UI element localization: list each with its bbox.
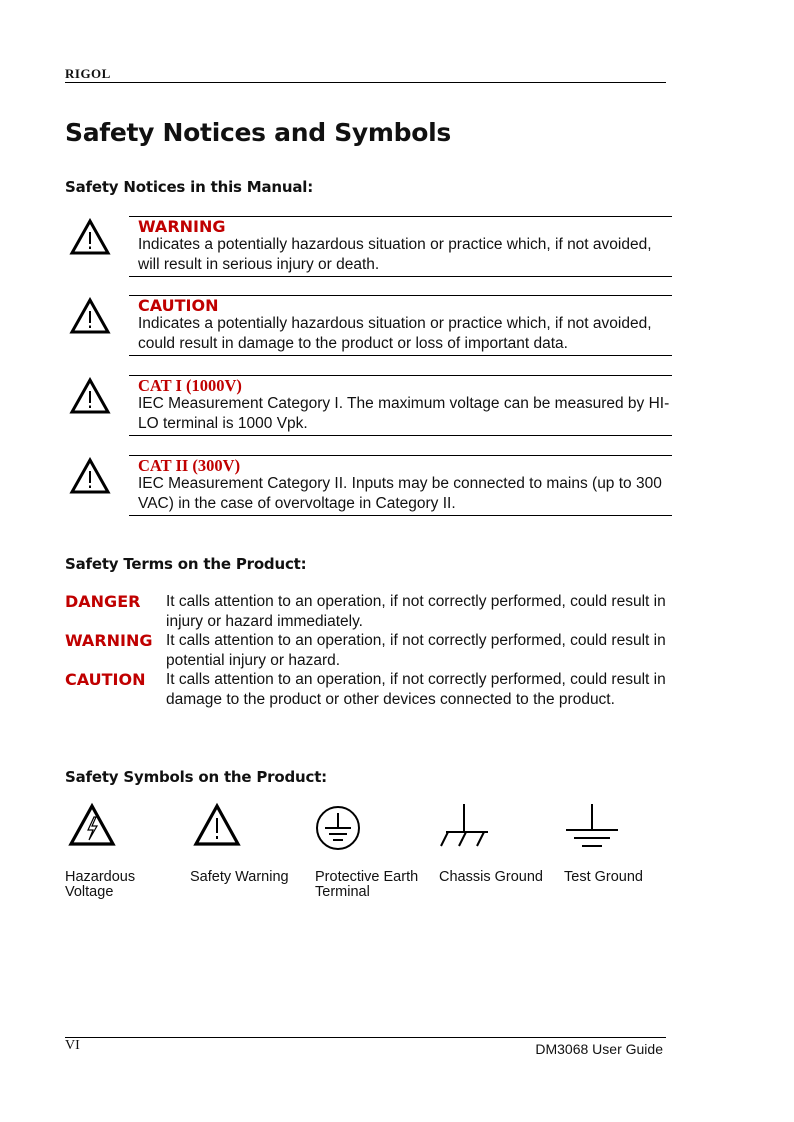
notice-text: Indicates a potentially hazardous situation or practice which, if not avoided, will result in serious injury or death. — [138, 236, 652, 273]
term-label: WARNING — [65, 631, 153, 650]
warning-triangle-icon — [69, 218, 111, 256]
symbol-label-line: Hazardous — [65, 869, 136, 885]
chassis-ground-icon — [437, 800, 491, 850]
term-text: It calls attention to an operation, if not correctly performed, could result in potential injury or hazard. — [166, 632, 666, 669]
header-brand: RIGOL — [65, 66, 111, 81]
manual-notices-heading: Safety Notices in this Manual: — [65, 178, 314, 196]
symbol-label-line: Chassis Ground — [439, 869, 543, 885]
chassis-ground-label — [439, 870, 543, 885]
notice-label: CAUTION — [138, 296, 219, 315]
symbol-label-line: Protective Earth — [315, 869, 419, 885]
notice-text: IEC Measurement Category I. The maximum voltage can be measured by HI-LO terminal is 1000 Vpk. — [138, 395, 670, 432]
test-ground-icon — [565, 800, 619, 850]
hazardous-voltage-label — [65, 870, 135, 900]
page-title: Safety Notices and Symbols — [65, 118, 451, 147]
notice-text: Indicates a potentially hazardous situation or practice which, if not avoided, could result in damage to the product or loss of important data. — [138, 315, 652, 352]
hazardous-voltage-icon — [67, 800, 117, 850]
notice-text: IEC Measurement Category II. Inputs may be connected to mains (up to 300 VAC) in the case of overvoltage in Category II. — [138, 475, 662, 512]
notice-label: CAT I (1000V) — [138, 376, 242, 395]
cat-ii-triangle-icon — [69, 457, 111, 495]
term-label: CAUTION — [65, 670, 146, 689]
test-ground-label — [564, 870, 643, 885]
term-text: It calls attention to an operation, if not correctly performed, could result in damage to the product or other devices connected to the product. — [166, 671, 666, 708]
cat-i-triangle-icon — [69, 377, 111, 415]
symbol-label-line: Terminal — [315, 884, 370, 900]
footer-rule — [65, 1037, 666, 1038]
notice-label: CAT II (300V) — [138, 456, 241, 475]
page-number: VI — [65, 1038, 80, 1053]
symbol-label-line: Test Ground — [564, 869, 643, 885]
product-terms-heading: Safety Terms on the Product: — [65, 555, 307, 573]
header-rule — [65, 82, 666, 83]
notice-cat-ii — [65, 455, 672, 555]
guide-title: DM3068 User Guide — [535, 1041, 663, 1057]
protective-earth-icon — [313, 800, 363, 850]
symbol-label-line: Safety Warning — [190, 869, 289, 885]
notice-label: WARNING — [138, 217, 226, 236]
symbol-label-line: Voltage — [65, 884, 114, 900]
safety-warning-icon — [192, 800, 242, 850]
product-symbols-heading: Safety Symbols on the Product: — [65, 768, 327, 786]
protective-earth-label — [315, 870, 418, 900]
caution-triangle-icon — [69, 297, 111, 335]
term-text: It calls attention to an operation, if not correctly performed, could result in injury or hazard immediately. — [166, 593, 666, 630]
safety-warning-label — [190, 870, 289, 885]
term-label: DANGER — [65, 592, 141, 611]
